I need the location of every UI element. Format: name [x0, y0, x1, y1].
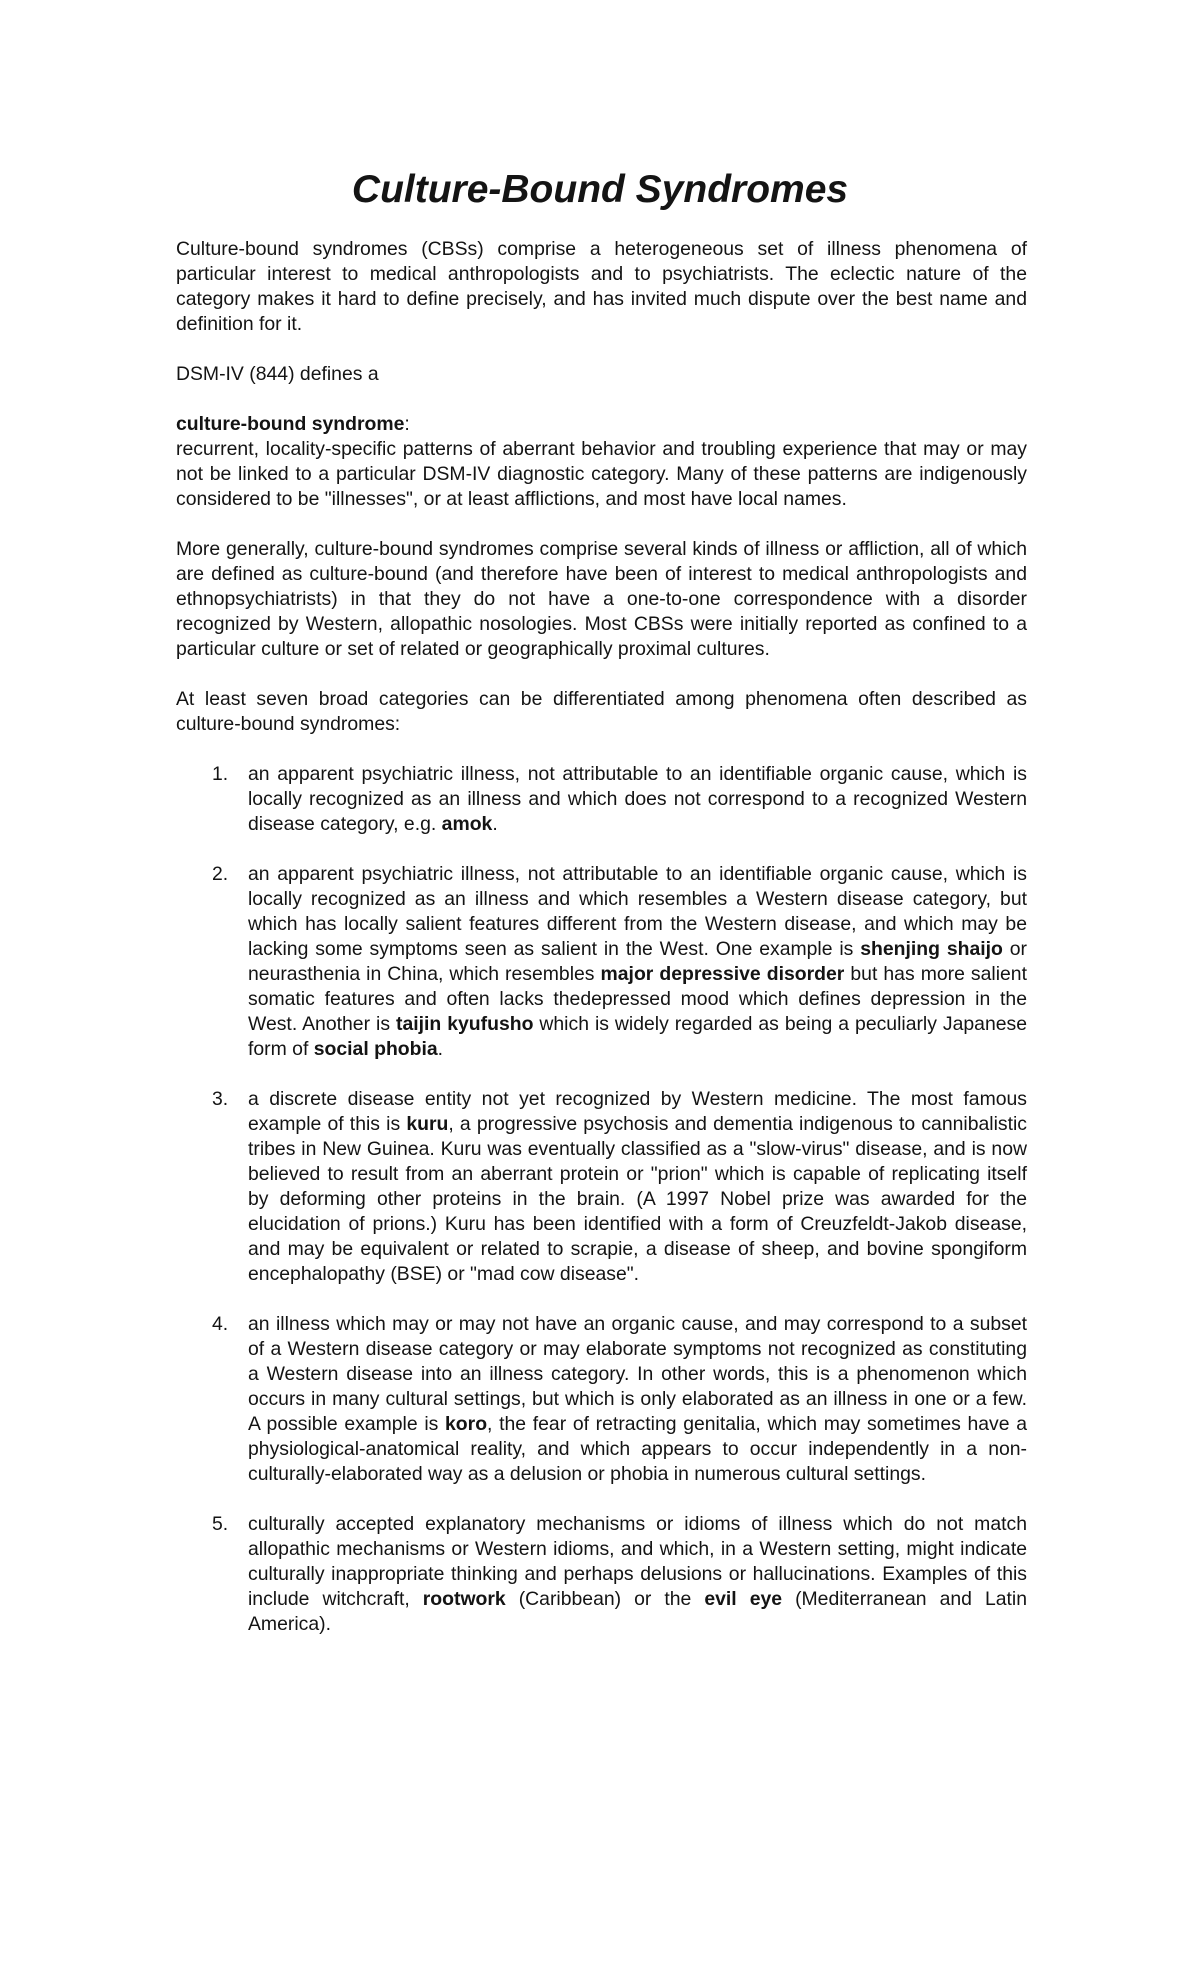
list-item-text: or neurasthenia in China, which resembles	[248, 938, 1027, 985]
list-item-text: culturally accepted explanatory mechanisms or idioms of illness which do not match allopathic mechanisms or Western idioms, and which, in a Western setting, might indicate culturally inappropriate thinking and perhaps delusions or hallucinations. Examples of this include witchcraft,	[248, 1513, 1027, 1610]
dsm-paragraph: DSM-IV (844) defines a	[176, 363, 379, 385]
list-item-text: , the fear of retracting genitalia, which may sometimes have a physiological-anatomical reality, and which appears to occur independently in a non-culturally-elaborated way as a delusion or phobia in numerous cultural settings.	[248, 1413, 1027, 1485]
list-item-text: an apparent psychiatric illness, not attributable to an identifiable organic cause, which is locally recognized as an illness and which resembles a Western disease category, but which has locally salient features different from the Western disease, and which may be lacking some symptoms seen as salient in the West. One example is	[248, 863, 1027, 960]
list-item-text: but has more salient somatic features and often lacks thedepressed mood which defines depression in the West. Another is	[248, 963, 1027, 1035]
definition-term-colon: :	[404, 413, 410, 435]
list-item-bold-term: taijin kyufusho	[396, 1013, 534, 1035]
list-item-text: , a progressive psychosis and dementia indigenous to cannibalistic tribes in New Guinea. Kuru was eventually classified as a "slow-virus" disease, and is now believed to result from an aberrant protein or "prion" which is capable of replicating itself by deforming other proteins in the brain. (A 1997 Nobel prize was awarded for the elucidation of prions.) Kuru has been identified with a form of Creuzfeldt-Jakob disease, and may be equivalent or related to scrapie, a disease of sheep, and bovine spongiform encephalopathy (BSE) or "mad cow disease".	[248, 1113, 1027, 1285]
list-item-bold-term: amok	[441, 813, 493, 835]
page-title: Culture-Bound Syndromes	[351, 168, 849, 211]
list-item-bold-term: evil eye	[704, 1588, 783, 1610]
list-item-bold-term: rootwork	[422, 1588, 506, 1610]
list-item-bold-term: koro	[445, 1413, 488, 1435]
list-item-text: an illness which may or may not have an organic cause, and may correspond to a subset of a Western disease category or may elaborate symptoms not recognized as constituting a Western disease into an illness category. In other words, this is a phenomenon which occurs in many cultural settings, but which is only elaborated as an illness in one or a few. A possible example is	[248, 1313, 1027, 1435]
list-item-number: 3.	[212, 1088, 229, 1110]
list-item	[176, 1312, 1027, 1487]
list-item-number: 4.	[212, 1313, 229, 1335]
categories-intro: At least seven broad categories can be differentiated among phenomena often described as culture-bound syndromes:	[176, 688, 1027, 735]
list-item-text: (Caribbean) or the	[505, 1588, 705, 1610]
list-item-number: 1.	[212, 763, 229, 785]
list-item-number: 5.	[212, 1513, 229, 1535]
list-item-number: 2.	[212, 863, 229, 885]
category-list	[176, 762, 1027, 1637]
list-item-text: an apparent psychiatric illness, not attributable to an identifiable organic cause, which is locally recognized as an illness and which does not correspond to a recognized Western disease category, e.g.	[248, 763, 1027, 835]
list-item	[176, 1512, 1027, 1637]
list-item-bold-term: shenjing shaijo	[860, 938, 1003, 960]
list-item	[176, 762, 1027, 837]
list-item-text: a discrete disease entity not yet recognized by Western medicine. The most famous example of this is	[248, 1088, 1027, 1135]
list-item	[176, 862, 1027, 1062]
list-item-bold-term: major depressive disorder	[600, 963, 845, 985]
definition-term	[176, 412, 1027, 437]
list-item-bold-term: social phobia	[313, 1038, 438, 1060]
list-item	[176, 1087, 1027, 1287]
definition-text: recurrent, locality-specific patterns of aberrant behavior and troubling experience that may or may not be linked to a particular DSM-IV diagnostic category. Many of these patterns are indigenously considered to be "illnesses", or at least afflictions, and most have local names.	[176, 438, 1027, 510]
definition-term-text: culture-bound syndrome	[176, 413, 405, 435]
list-item-text: .	[437, 1038, 444, 1060]
list-item-bold-term: kuru	[406, 1113, 449, 1135]
list-item-text: which is widely regarded as being a peculiarly Japanese form of	[248, 1013, 1028, 1060]
intro-paragraph: Culture-bound syndromes (CBSs) comprise a heterogeneous set of illness phenomena of particular interest to medical anthropologists and to psychiatrists. The eclectic nature of the category makes it hard to define precisely, and has invited much dispute over the best name and definition for it.	[176, 238, 1027, 335]
list-item-text: .	[492, 813, 498, 835]
general-paragraph: More generally, culture-bound syndromes comprise several kinds of illness or affliction, all of which are defined as culture-bound (and therefore have been of interest to medical anthropologists and ethnopsychiatrists) in that they do not have a one-to-one correspondence with a disorder recognized by Western, allopathic nosologies. Most CBSs were initially reported as confined to a particular culture or set of related or geographically proximal cultures.	[176, 538, 1027, 660]
list-item-text: (Mediterranean and Latin America).	[248, 1588, 1027, 1635]
document-body	[176, 237, 1027, 1662]
